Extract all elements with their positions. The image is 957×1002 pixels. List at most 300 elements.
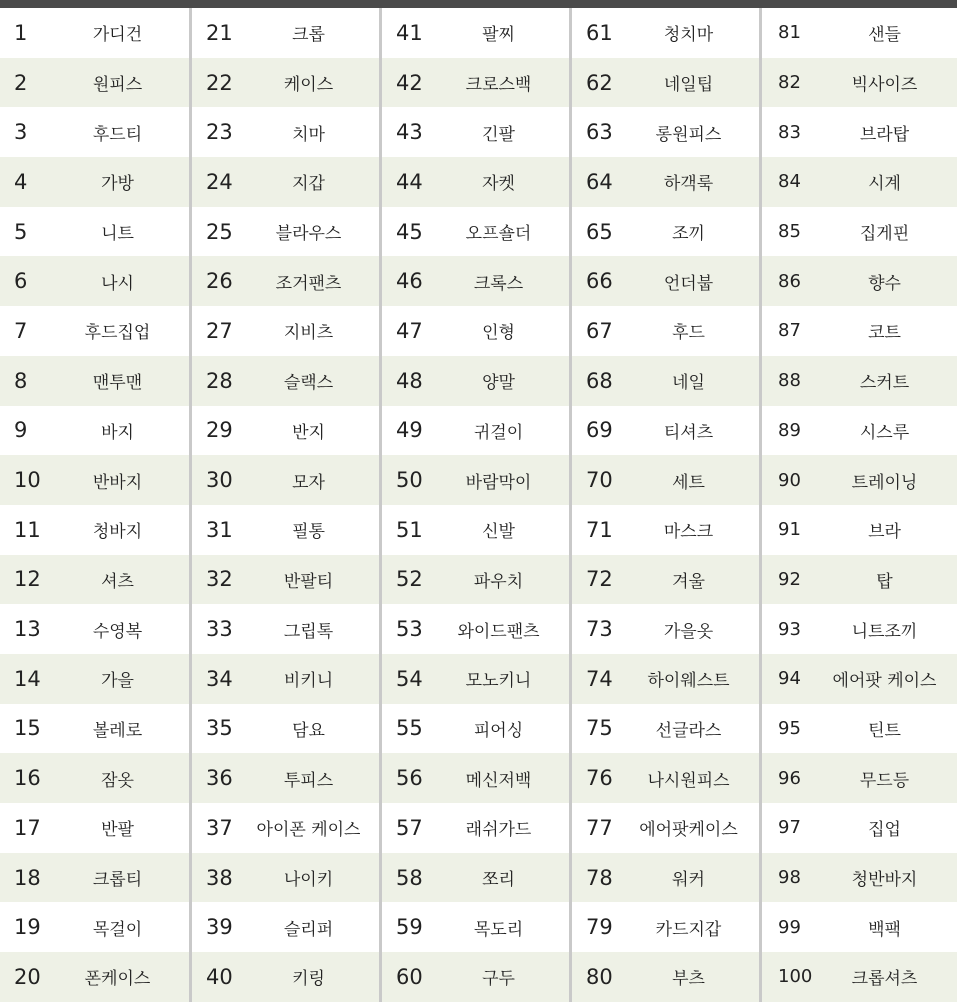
rank-number: 4 <box>14 169 28 194</box>
rank-number: 80 <box>586 964 613 989</box>
ranking-row <box>762 207 957 257</box>
keyword-label: 브라탑 <box>859 124 910 145</box>
rank-number: 15 <box>14 716 41 741</box>
ranking-row <box>762 753 957 803</box>
keyword-label: 하객룩 <box>663 174 714 195</box>
keyword-label: 필통 <box>292 522 325 543</box>
rank-number: 8 <box>14 368 28 393</box>
ranking-row <box>382 107 569 157</box>
keyword-label: 조끼 <box>672 224 705 245</box>
keyword-label: 가방 <box>101 174 134 195</box>
ranking-row <box>382 704 569 754</box>
rank-number: 48 <box>396 368 423 393</box>
ranking-row <box>382 654 569 704</box>
rank-number: 95 <box>778 717 801 739</box>
keyword-label: 치마 <box>292 124 325 145</box>
keyword-label: 틴트 <box>868 720 901 741</box>
rank-number: 78 <box>586 865 613 890</box>
ranking-row <box>382 8 569 58</box>
rank-number: 64 <box>586 169 613 194</box>
keyword-label: 슬랙스 <box>283 373 334 394</box>
ranking-row <box>382 853 569 903</box>
keyword-label: 슬리퍼 <box>283 919 334 940</box>
rank-number: 52 <box>396 567 423 592</box>
keyword-label: 청바지 <box>92 522 143 543</box>
ranking-row <box>192 902 379 952</box>
ranking-row <box>762 306 957 356</box>
keyword-label: 피어싱 <box>473 720 524 741</box>
ranking-row <box>382 555 569 605</box>
ranking-row <box>762 604 957 654</box>
keyword-label: 니트조끼 <box>851 621 918 642</box>
keyword-label: 담요 <box>292 720 325 741</box>
keyword-label: 나시원피스 <box>647 770 730 791</box>
ranking-row <box>192 604 379 654</box>
keyword-label: 귀걸이 <box>473 422 524 443</box>
rank-number: 100 <box>778 966 813 988</box>
rank-number: 36 <box>206 766 233 791</box>
rank-number: 16 <box>14 766 41 791</box>
ranking-row <box>762 406 957 456</box>
ranking-column-1 <box>0 8 189 1002</box>
rank-number: 34 <box>206 666 233 691</box>
rank-number: 45 <box>396 219 423 244</box>
rank-number: 47 <box>396 318 423 343</box>
ranking-row <box>382 306 569 356</box>
keyword-label: 구두 <box>482 969 515 990</box>
rank-number: 35 <box>206 716 233 741</box>
keyword-label: 잠옷 <box>101 770 134 791</box>
ranking-row <box>0 256 189 306</box>
ranking-row <box>572 704 759 754</box>
ranking-row <box>192 654 379 704</box>
keyword-label: 에어팟케이스 <box>639 820 738 841</box>
top-bar <box>0 0 957 8</box>
keyword-label: 모자 <box>292 472 325 493</box>
keyword-label: 크록스 <box>473 273 524 294</box>
ranking-row <box>382 952 569 1002</box>
ranking-row <box>0 8 189 58</box>
keyword-label: 파우치 <box>473 571 524 592</box>
rank-number: 39 <box>206 915 233 940</box>
ranking-row <box>192 455 379 505</box>
ranking-row <box>762 803 957 853</box>
keyword-label: 청반바지 <box>851 870 918 891</box>
rank-number: 12 <box>14 567 41 592</box>
ranking-row <box>0 455 189 505</box>
ranking-row <box>192 406 379 456</box>
keyword-label: 선글라스 <box>655 720 722 741</box>
ranking-row <box>572 256 759 306</box>
ranking-row <box>762 952 957 1002</box>
keyword-label: 블라우스 <box>275 224 342 245</box>
rank-number: 19 <box>14 915 41 940</box>
keyword-label: 조거팬츠 <box>275 273 342 294</box>
ranking-row <box>0 753 189 803</box>
rank-number: 14 <box>14 666 41 691</box>
ranking-row <box>382 157 569 207</box>
ranking-row <box>192 157 379 207</box>
ranking-row <box>382 455 569 505</box>
keyword-label: 신발 <box>482 522 515 543</box>
ranking-row <box>572 356 759 406</box>
ranking-row <box>0 902 189 952</box>
keyword-label: 바지 <box>101 422 134 443</box>
keyword-label: 목걸이 <box>92 919 143 940</box>
keyword-label: 래쉬가드 <box>465 820 532 841</box>
keyword-label: 수영복 <box>92 621 143 642</box>
rank-number: 68 <box>586 368 613 393</box>
ranking-row <box>572 952 759 1002</box>
rank-number: 93 <box>778 618 801 640</box>
keyword-label: 가디건 <box>92 25 143 46</box>
rank-number: 6 <box>14 269 28 294</box>
ranking-row <box>382 256 569 306</box>
rank-number: 55 <box>396 716 423 741</box>
ranking-row <box>0 306 189 356</box>
keyword-label: 스커트 <box>859 373 910 394</box>
rank-number: 81 <box>778 22 801 44</box>
ranking-row <box>192 356 379 406</box>
ranking-row <box>762 8 957 58</box>
rank-number: 38 <box>206 865 233 890</box>
keyword-label: 셔츠 <box>101 571 134 592</box>
rank-number: 66 <box>586 269 613 294</box>
ranking-row <box>0 505 189 555</box>
rank-number: 23 <box>206 120 233 145</box>
ranking-row <box>572 753 759 803</box>
rank-number: 98 <box>778 867 801 889</box>
rank-number: 82 <box>778 72 801 94</box>
rank-number: 87 <box>778 320 801 342</box>
ranking-row <box>0 604 189 654</box>
ranking-row <box>0 952 189 1002</box>
ranking-column-5 <box>759 8 957 1002</box>
ranking-row <box>192 952 379 1002</box>
rank-number: 79 <box>586 915 613 940</box>
ranking-row <box>192 306 379 356</box>
rank-number: 85 <box>778 221 801 243</box>
keyword-label: 후드티 <box>92 124 143 145</box>
rank-number: 43 <box>396 120 423 145</box>
rank-number: 59 <box>396 915 423 940</box>
keyword-label: 집업 <box>868 820 901 841</box>
keyword-label: 브라 <box>868 522 901 543</box>
keyword-label: 그립톡 <box>283 621 334 642</box>
ranking-row <box>762 107 957 157</box>
keyword-label: 폰케이스 <box>84 969 151 990</box>
keyword-label: 나이키 <box>283 870 334 891</box>
keyword-label: 인형 <box>482 323 515 344</box>
ranking-row <box>0 555 189 605</box>
rank-number: 3 <box>14 120 28 145</box>
ranking-row <box>572 902 759 952</box>
rank-number: 74 <box>586 666 613 691</box>
ranking-row <box>572 555 759 605</box>
keyword-label: 크롭티 <box>92 870 143 891</box>
keyword-label: 향수 <box>868 273 901 294</box>
rank-number: 94 <box>778 668 801 690</box>
ranking-row <box>762 256 957 306</box>
ranking-row <box>382 207 569 257</box>
ranking-row <box>572 306 759 356</box>
ranking-row <box>382 356 569 406</box>
rank-number: 1 <box>14 20 28 45</box>
keyword-label: 크로스백 <box>465 75 532 96</box>
keyword-ranking-table <box>0 8 957 1002</box>
ranking-row <box>572 58 759 108</box>
keyword-label: 투피스 <box>283 770 334 791</box>
keyword-label: 빅사이즈 <box>851 75 918 96</box>
ranking-row <box>192 207 379 257</box>
keyword-label: 맨투맨 <box>92 373 143 394</box>
rank-number: 73 <box>586 617 613 642</box>
ranking-row <box>572 455 759 505</box>
ranking-row <box>192 107 379 157</box>
keyword-label: 무드등 <box>859 770 910 791</box>
ranking-row <box>192 505 379 555</box>
rank-number: 30 <box>206 468 233 493</box>
ranking-row <box>572 207 759 257</box>
keyword-label: 반바지 <box>92 472 143 493</box>
ranking-row <box>762 58 957 108</box>
keyword-label: 청치마 <box>663 25 714 46</box>
keyword-label: 네일팁 <box>663 75 714 96</box>
rank-number: 46 <box>396 269 423 294</box>
ranking-row <box>382 902 569 952</box>
ranking-row <box>382 604 569 654</box>
rank-number: 17 <box>14 815 41 840</box>
rank-number: 72 <box>586 567 613 592</box>
rank-number: 20 <box>14 964 41 989</box>
rank-number: 54 <box>396 666 423 691</box>
rank-number: 88 <box>778 370 801 392</box>
ranking-column-2 <box>189 8 379 1002</box>
keyword-label: 바람막이 <box>465 472 532 493</box>
ranking-row <box>572 157 759 207</box>
ranking-row <box>572 107 759 157</box>
keyword-label: 후드집업 <box>84 323 151 344</box>
ranking-row <box>192 753 379 803</box>
rank-number: 33 <box>206 617 233 642</box>
keyword-label: 메신저백 <box>465 770 532 791</box>
ranking-row <box>0 157 189 207</box>
ranking-row <box>762 157 957 207</box>
rank-number: 21 <box>206 20 233 45</box>
rank-number: 92 <box>778 568 801 590</box>
keyword-label: 탑 <box>876 571 893 592</box>
rank-number: 58 <box>396 865 423 890</box>
keyword-label: 긴팔 <box>482 124 515 145</box>
keyword-label: 시스루 <box>859 422 910 443</box>
keyword-label: 원피스 <box>92 75 143 96</box>
rank-number: 22 <box>206 70 233 95</box>
keyword-label: 가을옷 <box>663 621 714 642</box>
rank-number: 5 <box>14 219 28 244</box>
keyword-label: 니트 <box>101 224 134 245</box>
ranking-row <box>0 107 189 157</box>
rank-number: 61 <box>586 20 613 45</box>
keyword-label: 크롭 <box>292 25 325 46</box>
rank-number: 89 <box>778 419 801 441</box>
rank-number: 28 <box>206 368 233 393</box>
ranking-row <box>192 704 379 754</box>
rank-number: 49 <box>396 418 423 443</box>
rank-number: 18 <box>14 865 41 890</box>
ranking-row <box>382 803 569 853</box>
keyword-label: 키링 <box>292 969 325 990</box>
ranking-row <box>192 58 379 108</box>
ranking-row <box>572 803 759 853</box>
ranking-row <box>0 58 189 108</box>
keyword-label: 반팔티 <box>283 571 334 592</box>
keyword-label: 하이웨스트 <box>647 671 730 692</box>
keyword-label: 볼레로 <box>92 720 143 741</box>
keyword-label: 워커 <box>672 870 705 891</box>
keyword-label: 롱원피스 <box>655 124 722 145</box>
rank-number: 91 <box>778 519 801 541</box>
rank-number: 51 <box>396 517 423 542</box>
rank-number: 2 <box>14 70 28 95</box>
rank-number: 29 <box>206 418 233 443</box>
ranking-row <box>762 654 957 704</box>
rank-number: 13 <box>14 617 41 642</box>
keyword-label: 지비츠 <box>283 323 334 344</box>
rank-number: 7 <box>14 318 28 343</box>
ranking-row <box>382 505 569 555</box>
ranking-row <box>572 853 759 903</box>
rank-number: 32 <box>206 567 233 592</box>
ranking-row <box>762 356 957 406</box>
rank-number: 75 <box>586 716 613 741</box>
keyword-label: 트레이닝 <box>851 472 918 493</box>
ranking-row <box>0 406 189 456</box>
keyword-label: 겨울 <box>672 571 705 592</box>
ranking-row <box>572 505 759 555</box>
keyword-label: 가을 <box>101 671 134 692</box>
ranking-row <box>0 853 189 903</box>
ranking-row <box>572 406 759 456</box>
rank-number: 71 <box>586 517 613 542</box>
ranking-row <box>192 555 379 605</box>
rank-number: 11 <box>14 517 41 542</box>
ranking-row <box>762 902 957 952</box>
ranking-row <box>762 704 957 754</box>
ranking-row <box>572 604 759 654</box>
rank-number: 40 <box>206 964 233 989</box>
rank-number: 63 <box>586 120 613 145</box>
rank-number: 69 <box>586 418 613 443</box>
ranking-row <box>0 356 189 406</box>
rank-number: 53 <box>396 617 423 642</box>
ranking-row <box>0 803 189 853</box>
ranking-row <box>762 853 957 903</box>
keyword-label: 백팩 <box>868 919 901 940</box>
ranking-row <box>382 58 569 108</box>
rank-number: 56 <box>396 766 423 791</box>
keyword-label: 양말 <box>482 373 515 394</box>
keyword-label: 언더붑 <box>663 273 714 294</box>
keyword-label: 후드 <box>672 323 705 344</box>
keyword-label: 케이스 <box>283 75 334 96</box>
keyword-label: 크롭셔츠 <box>851 969 918 990</box>
rank-number: 24 <box>206 169 233 194</box>
ranking-row <box>0 207 189 257</box>
rank-number: 60 <box>396 964 423 989</box>
rank-number: 62 <box>586 70 613 95</box>
rank-number: 83 <box>778 121 801 143</box>
ranking-row <box>192 256 379 306</box>
keyword-label: 에어팟 케이스 <box>832 671 937 692</box>
keyword-label: 카드지갑 <box>655 919 722 940</box>
keyword-label: 티셔츠 <box>663 422 714 443</box>
keyword-label: 쪼리 <box>482 870 515 891</box>
ranking-column-3 <box>379 8 569 1002</box>
rank-number: 57 <box>396 815 423 840</box>
rank-number: 77 <box>586 815 613 840</box>
rank-number: 65 <box>586 219 613 244</box>
rank-number: 27 <box>206 318 233 343</box>
ranking-row <box>762 455 957 505</box>
rank-number: 99 <box>778 916 801 938</box>
keyword-label: 비키니 <box>283 671 334 692</box>
keyword-label: 목도리 <box>473 919 524 940</box>
rank-number: 96 <box>778 767 801 789</box>
keyword-label: 모노키니 <box>465 671 532 692</box>
rank-number: 70 <box>586 468 613 493</box>
keyword-label: 마스크 <box>663 522 714 543</box>
keyword-label: 아이폰 케이스 <box>256 820 361 841</box>
keyword-label: 오프숄더 <box>465 224 532 245</box>
keyword-label: 반지 <box>292 422 325 443</box>
ranking-row <box>762 555 957 605</box>
keyword-label: 네일 <box>672 373 705 394</box>
rank-number: 86 <box>778 270 801 292</box>
ranking-column-4 <box>569 8 759 1002</box>
ranking-row <box>0 704 189 754</box>
keyword-label: 팔찌 <box>482 25 515 46</box>
keyword-label: 코트 <box>868 323 901 344</box>
ranking-row <box>572 654 759 704</box>
rank-number: 37 <box>206 815 233 840</box>
keyword-label: 세트 <box>672 472 705 493</box>
ranking-row <box>192 803 379 853</box>
ranking-row <box>0 654 189 704</box>
rank-number: 26 <box>206 269 233 294</box>
rank-number: 97 <box>778 817 801 839</box>
keyword-label: 자켓 <box>482 174 515 195</box>
rank-number: 31 <box>206 517 233 542</box>
keyword-label: 반팔 <box>101 820 134 841</box>
keyword-label: 부츠 <box>672 969 705 990</box>
rank-number: 41 <box>396 20 423 45</box>
keyword-label: 집게핀 <box>859 224 910 245</box>
rank-number: 25 <box>206 219 233 244</box>
ranking-row <box>192 8 379 58</box>
ranking-row <box>382 753 569 803</box>
keyword-label: 시계 <box>868 174 901 195</box>
rank-number: 67 <box>586 318 613 343</box>
keyword-label: 나시 <box>101 273 134 294</box>
rank-number: 50 <box>396 468 423 493</box>
keyword-label: 샌들 <box>868 25 901 46</box>
rank-number: 76 <box>586 766 613 791</box>
ranking-row <box>572 8 759 58</box>
rank-number: 42 <box>396 70 423 95</box>
keyword-label: 지갑 <box>292 174 325 195</box>
rank-number: 9 <box>14 418 28 443</box>
rank-number: 84 <box>778 171 801 193</box>
